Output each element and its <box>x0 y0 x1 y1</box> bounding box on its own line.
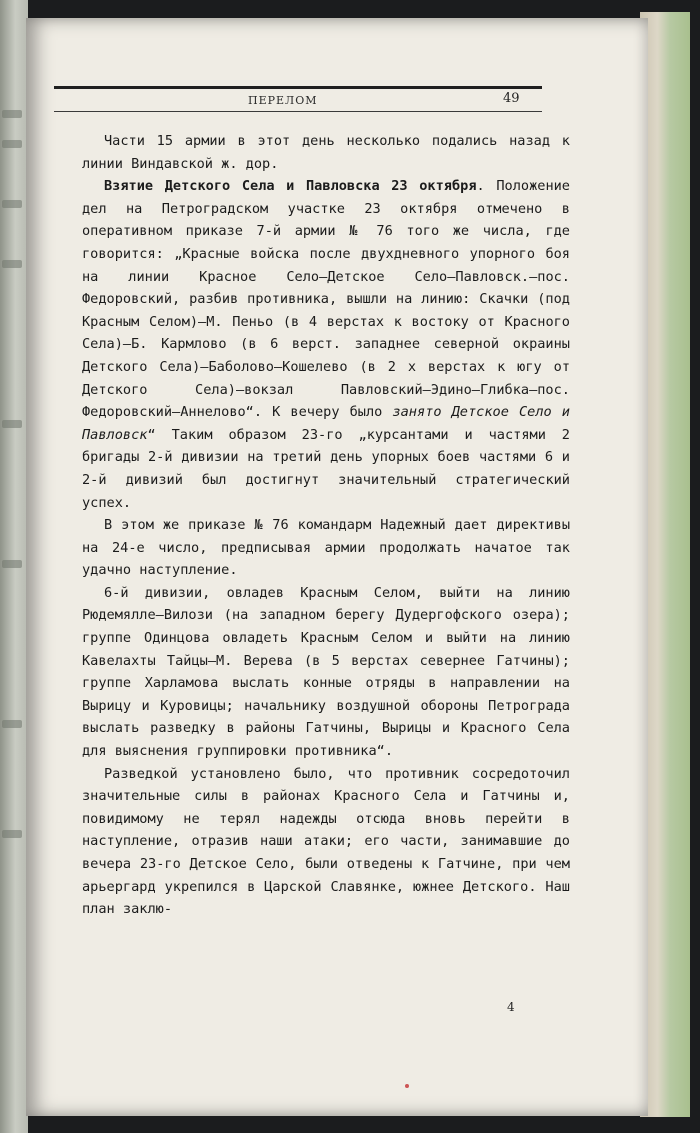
ghost-text-mark <box>2 830 22 838</box>
previous-page-edge <box>0 0 28 1133</box>
running-head: ПЕРЕЛОМ <box>248 94 318 107</box>
ghost-text-mark <box>2 140 22 148</box>
paragraph-text: “ Таким образом 23-го „курсантами и частями 2 бригады 2-й дивизии на третий день упорных боев частями 6 и 2-й дивизий был достигнут значительный стратегический успех. <box>82 426 570 511</box>
ghost-text-mark <box>2 260 22 268</box>
paragraph <box>82 175 570 514</box>
ghost-text-mark <box>2 420 22 428</box>
paragraph: 6-й дивизии, овладев Красным Селом, выйти на линию Рюдемялле—Вилози (на западном берегу Дудергофского озера); группе Одинцова овладеть Красным Селом и выйти на линию Кавелахты Тайцы—М. Верева (в 5 верстах севернее Гатчины); группе Харламова выслать конные отряды в направлении на Вырицу и Куровицы; начальнику воздушной обороны Петрограда выслать разведку в районы Гатчины, Вырицы и Красного Села для выяснения группировки противника“. <box>82 584 570 760</box>
page-number: 49 <box>503 91 520 106</box>
paragraph: В этом же приказе № 76 командарм Надежный дает директивы на 24-е число, предписывая армии продолжать начатое так удачно наступление. <box>82 517 570 579</box>
header-rule-thin <box>54 111 542 112</box>
paragraph-text: . Положение дел на Петроградском участке 23 октября отмечено в оперативном приказе 7-й армии № 76 того же числа, где говорится: „Красные войска после двухдневного упорного боя на линии Красное Село—Детское Село—Павловск.—пос. Федоровский, разбив противника, вышли на линию: Скачки (под Красным Селом)—М. Пеньо (в 4 верстах к востоку от Красного Села)—Б. Кармлово (в 6 верст. западнее северной окраины Детского Села)—Баболово—Кошелево (в 2 х верстах к югу от Детского Села)—вокзал Павловский—Эдино—Глибка—пос. Федоровский—Аннелово“. К вечеру было <box>82 178 570 421</box>
ghost-text-mark <box>2 110 22 118</box>
paragraph: Разведкой установлено было, что противник сосредоточил значительные силы в районах Красного Села и Гатчины и, повидимому не терял надежды отсюда вновь перейти в наступление, отразив наши атаки; его части, занимавшие до вечера 23-го Детское Село, были отведены к Гатчине, при чем арьергард укрепился в Царской Славянке, южнее Детского. Наш план заклю- <box>82 765 570 918</box>
italic-emphasis: занято Детское Село и Павловск <box>82 404 570 443</box>
signature-mark: 4 <box>507 1000 515 1014</box>
page-body <box>82 130 570 921</box>
ghost-text-mark <box>2 200 22 208</box>
header-rule-thick <box>54 86 542 89</box>
ghost-text-mark <box>2 560 22 568</box>
paragraph: Части 15 армии в этот день несколько подались назад к линии Виндавской ж. дор. <box>82 133 570 172</box>
ghost-text-mark <box>2 720 22 728</box>
section-heading: Взятие Детского Села и Павловска 23 октября <box>104 178 477 195</box>
red-speck <box>405 1084 409 1088</box>
